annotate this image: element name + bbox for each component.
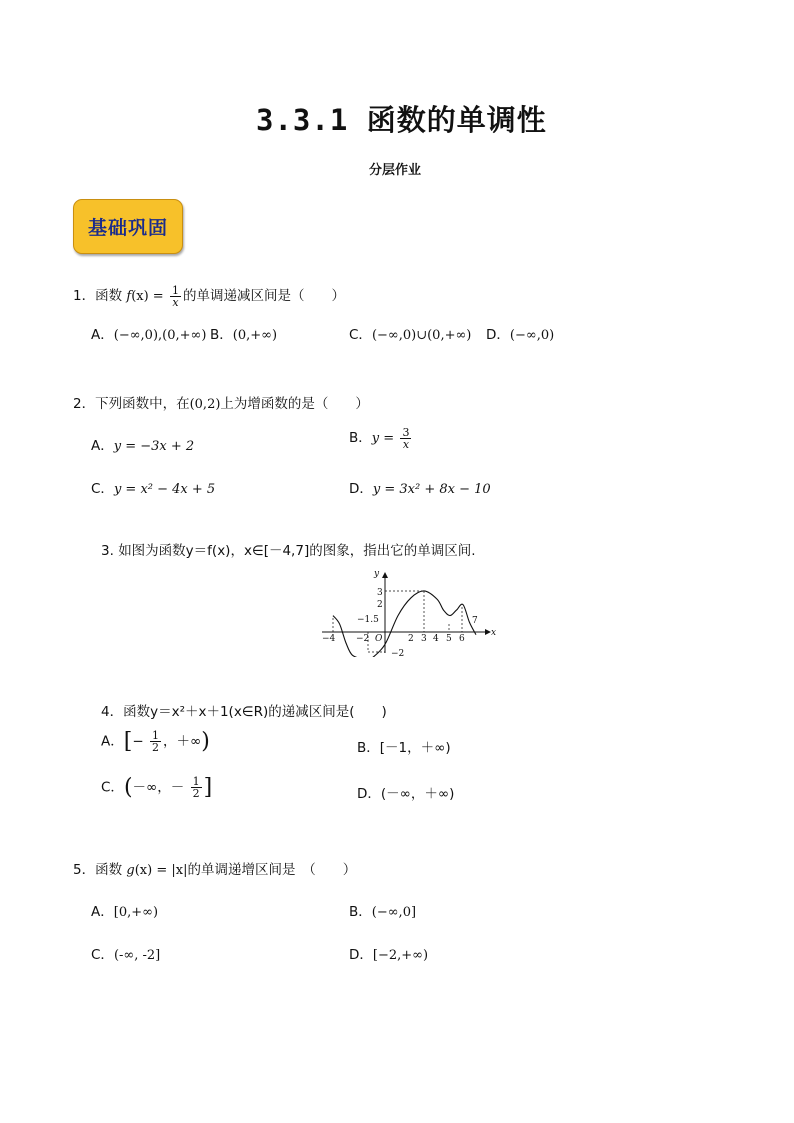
question-5: 5．函数 g(x) = |x|的单调递增区间是 （ ） [73, 862, 357, 878]
guide-lines [333, 591, 462, 652]
q5-option-c[interactable]: C．(-∞, -2] [91, 947, 161, 963]
fraction: $\frac{1}{x}$ [172, 283, 179, 309]
svg-text:3: 3 [377, 588, 383, 598]
origin-label: O [375, 634, 383, 644]
svg-text:−4: −4 [322, 634, 336, 644]
fraction: $\frac{3}{x}$ [402, 425, 410, 451]
fraction: $\frac{1}{2}$ [192, 775, 200, 800]
page-subtitle: 分层作业 [369, 163, 422, 178]
section-badge-label: 基础巩固 [87, 217, 168, 239]
svg-text:5: 5 [446, 634, 452, 644]
question-1: 1．函数 f(x) = $\frac{1}{x}$ 的单调递减区间是（ ） [73, 283, 345, 309]
svg-text:6: 6 [459, 634, 465, 644]
q4-option-c[interactable]: C．(－∞，－ $\frac{1}{2}$ ] [101, 775, 213, 800]
q2-option-c[interactable]: C．y = x² − 4x + 5 [91, 481, 216, 497]
q4-option-a[interactable]: A．[− $\frac{1}{2}$ ，＋∞) [101, 729, 210, 754]
q1-option-a[interactable]: A．(−∞,0),(0,+∞) [91, 327, 207, 343]
q1-option-c[interactable]: C．(−∞,0)∪(0,+∞) [349, 327, 472, 343]
q1-option-d[interactable]: D．(−∞,0) [486, 327, 555, 343]
q5-option-a[interactable]: A．[0,+∞) [91, 904, 159, 920]
q5-option-d[interactable]: D．[−2,+∞) [349, 947, 429, 963]
svg-text:4: 4 [433, 634, 439, 644]
q5-option-b[interactable]: B．(−∞,0] [349, 904, 417, 920]
q4-option-d[interactable]: D．(－∞，＋∞) [357, 786, 455, 802]
svg-text:−2: −2 [356, 634, 370, 644]
tick-labels [322, 588, 478, 657]
svg-text:2: 2 [408, 634, 414, 644]
question-2: 2．下列函数中，在(0,2)上为增函数的是（ ） [73, 396, 369, 412]
function-graph [318, 567, 498, 657]
q2-option-a[interactable]: A．y = −3x + 2 [91, 438, 195, 454]
q2-option-b[interactable]: B．y = $\frac{3}{x}$ [349, 425, 410, 451]
y-axis-label: y [374, 569, 380, 579]
fraction: $\frac{1}{2}$ [151, 729, 159, 754]
question-3: 3. 如图为函数y＝f(x)，x∈[－4,7]的图象，指出它的单调区间. [101, 543, 476, 559]
svg-text:2: 2 [377, 600, 383, 610]
svg-text:3: 3 [421, 634, 427, 644]
section-badge [73, 199, 183, 254]
svg-text:7: 7 [472, 616, 478, 626]
question-4: 4．函数y＝x²＋x＋1(x∈R)的递减区间是( ) [101, 704, 387, 720]
svg-text:−2: −2 [391, 649, 405, 657]
svg-text:−1.5: −1.5 [357, 615, 379, 625]
function-curve [333, 591, 476, 657]
q1-option-b[interactable]: B．(0,+∞) [210, 327, 278, 343]
q2-option-d[interactable]: D．y = 3x² + 8x − 10 [349, 481, 491, 497]
page-title: 3.3.1 函数的单调性 [256, 103, 547, 137]
q4-option-b[interactable]: B．[－1，＋∞) [357, 740, 451, 756]
x-axis-label: x [491, 628, 497, 638]
